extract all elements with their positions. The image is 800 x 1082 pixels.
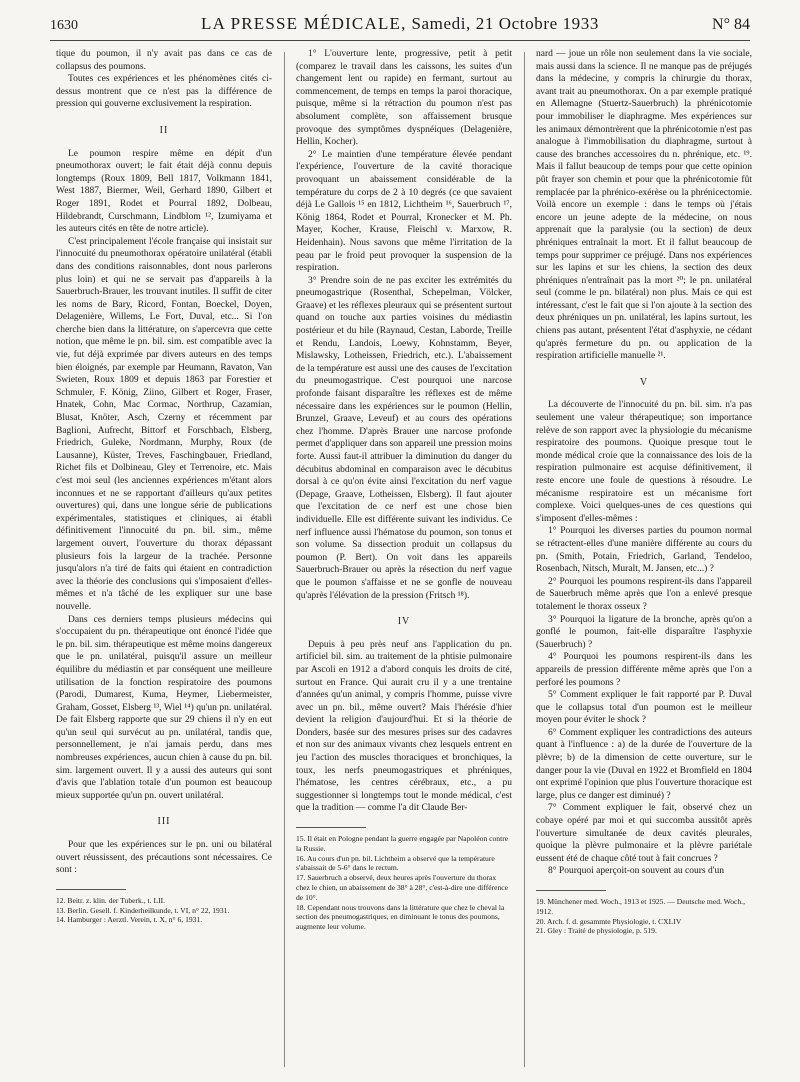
column-divider [284,52,285,1067]
text-column-2 [296,48,512,1074]
paragraph: C'est principalement l'école française qui insistait sur l'innocuité du pneumothorax opératoire unilatéral (établi dans des conditions raisonnables, dont nous parlerons plus loin) et qui ne se servait pas d'appareils à la Sauerbruch-Brauer, les trouvant inutiles. Il suffit de citer les noms de Bary, Ricord, Fontan, Boeckel, Doyen, Delagenière, Willems, Le Fort, Duval, etc... Si l'on cherche bien dans la littérature, on s'apercevra que cette notion, que même le pn. bil. sim. est compatible avec la vie, fut déjà exprimée par divers auteurs en des temps bien éloignés, par exemple par Heumann, Ravaton, Van Swieten, Roux 1809 et depuis 1863 par Forestier et Schmuler, F. König, Ziino, Gilbert et Roger, Fraser, Hnatek, Cohn, Mac Cormac, Northrup, Cazamian, Blusat, Knöter, Asch, Czerny et récemment par Baglioni, Aufrecht, Bittorf et Forschbach, Elsberg, Friedrich, Guleke, Nordmann, Murphy, Roux (de Lausanne), Küster, Treves, Faschingbauer, Friedland, Richet fils et Dolbineau, Gley et Terrenoire, etc. Mais c'est moi seul (les anciennes expériences m'étant alors inconnues et ne se rapportant d'ailleurs qu'aux petites ouvertures) qui, dans une longue série de publications expérimentales, statistiques et cliniques, ai établi définitivement l'innocuité du pn. bil. sim., même largement ouvert, l'ouverture du thorax dépassant plusieurs fois la largeur de la trachée. Personne jusqu'alors n'a tiré de faits qui étaient en contradiction avec la théorie des conclusions qui s'imposaient d'elles-mêmes et n'a tâché de les expliquer sur une base nouvelle. [56,236,272,612]
paragraph: 2° Le maintien d'une température élevée pendant l'expérience, l'ouverture de la cavité thoracique provoquant un abaissement considérable de la température du corps de 2 à 10 degrés (ce que savaient déjà Le Gallois ¹⁵ en 1812, Lichtheim ¹⁶, Sauerbruch ¹⁷, König 1864, Rodet et Pourral, Kronecker et M. Ph. Mayer, Kocher, Krause, Fleischl v. Marxow, R. Heidenhain). Nous savons que même l'irritation de la peau par le froid peut provoquer la suspension de la respiration. [296,149,512,274]
footnote: 15. Il était en Pologne pendant la guerre engagée par Napoléon contre la Russie. [296,834,509,853]
paragraph: nard — joue un rôle non seulement dans la vie sociale, mais aussi dans la science. Il ne manque pas de préjugés dans la médecine, y compris la chirurgie du thorax, avant trait au pneumothorax. On a par exemple pratiqué en Allemagne (Stuertz-Sauerbruch) la phrénicotomie pour immobiliser le diaphragme. Mes expériences sur les animaux démontrèrent que la phrénicotomie n'est pas analogue à l'immobilisation du diaphragme, surtout à cause des branches accessoires du n. phrénique, etc. ¹⁹. Mais il fallut beaucoup de temps pour que cette opinion pût frayer son chemin et pour que la phrénicotomie fût remplacée par la phrénico-exérèse ou la phrénicectomie. Voilà encore un exemple : dans le temps où j'étais encore un jeune adepte de la médecine, on nous apprenait que la paralysie (ou la section) de deux phréniques entraînait la mort. Et il fallut beaucoup de temps pour supprimer ce préjugé. Dans nos expériences sur les lapins et sur les chiens, la section des deux phréniques n'entraînait pas la mort ²⁰; le pn. unilatéral seul (comme le pn. bilatéral) non plus. Mais ce qui est intéressant, c'est le fait que si l'on ajoute à la section des deux phréniques un pn. unilatéral, les lapins surtout, les chiens pas autant, présentent l'état d'asphyxie, ne cédant qu'après fermeture du pn. ou application de la respiration artificielle manuelle ²¹. [536,49,752,362]
page-header [50,10,750,41]
paragraph: 8° Pourquoi aperçoit-on souvent au cours d'un [548,866,724,877]
paragraph: 6° Comment expliquer les contradictions des auteurs quant à l'influence : a) de la durée de l'ouverture de la plèvre; b) de la dimension de cette ouverture, sur le danger pour la vie (Duval en 1922 et Bromfield en 1804 ont exprimé l'opinion que plus l'ouverture thoracique est large, plus ce danger est diminué) ? [536,727,752,801]
column-divider [524,52,525,1067]
paragraph: Le poumon respire même en dépit d'un pneumothorax ouvert; le fait était déjà connu depuis longtemps (Roux 1809, Bell 1817, Volkmann 1841, West 1887, Biermer, Weil, Gerhard 1890, Gilbert et Roger 1891, Rodet et Pourral 1892, Dolbeau, Hildebrandt, Curschmann, Lindblom ¹², Izumiyama et les auteurs cités en tête de notre article). [56,148,272,235]
footnote: 16. Au cours d'un pn. bil. Lichtheim a observé que la température s'abaissait de 5-6° dans le rectum. [296,853,495,873]
paragraph: 7° Comment expliquer le fait, observé chez un cobaye opéré par moi et qui succomba aussitôt après l'ouverture simultanée de deux cavités pleurales, quoique la plèvre pulmonaire et la plèvre pariétale eussent été de chaque côté tout à fait concrues ? [536,803,752,864]
text-column-3 [536,48,752,1074]
paragraph: 1° Pourquoi les diverses parties du poumon normal se rétractent-elles d'une manière différente au cours du pn. (Smith, Potain, Friedrich, Garland, Tendeloo, Rosenbach, Nitsch, Muralt, M. Jansen, etc...) ? [536,526,752,575]
paragraph: 1° L'ouverture lente, progressive, petit à petit (comparez le travail dans les caissons, les suites d'un changement lent ou rapide) en fermant, surtout au commencement, de temps en temps la paroi thoracique, puisque, même si la rétraction du poumon n'est pas absolument complète, son affaissement brusque provoque des symptômes dyspnéiques (Delagenière, Hellin, Kocher). [296,49,512,148]
footnote: 18. Cependant nous trouvons dans la littérature que chez le cheval la section des pneumogastriques, en diminuant le tonus des poumons, augmente leur volume. [296,902,505,932]
journal-title: LA PRESSE MÉDICALE, [201,14,407,33]
section-heading: III [157,816,171,828]
paragraph: 3° Pourquoi la ligature de la bronche, après qu'on a gonflé le poumon, fait-elle disparaître l'asphyxie (Sauerbruch) ? [536,614,752,650]
footnotes [296,827,512,932]
footnote-rule [536,890,606,891]
footnote: 12. Beitr. z. klin. der Tuberk., t. LII. [56,895,166,905]
section-heading: II [159,124,169,136]
paragraph: 5° Comment expliquer le fait rapporté par P. Duval que le collapsus total d'un poumon est le meilleur moyen pour éviter le shock ? [536,690,752,726]
paragraph: Toutes ces expériences et les phénomènes cités ci-dessus montrent que ce n'est pas la différence de pression qui gouverne exclusivement la respiration. [56,74,272,110]
footnote-rule [56,889,126,890]
footnote: 13. Berlin. Gesell. f. Kinderheilkunde, t. VI, n° 22, 1931. [56,905,230,915]
issue-number: N° 84 [712,16,750,33]
paragraph: 3° Prendre soin de ne pas exciter les extrémités du pneumogastrique (Rosenthal, Schepelman, Völcker, Graave) et les réflexes pleuraux qui se présentent surtout quand on touche aux parties voisines du médiastin postérieur et du hile (Raynaud, Cestan, Laborde, Treille et Rendu, Landois, Loewy, Kohnstamm, Beyer, Mislawsky, Lotheissen, Friedrich, etc.). L'abaissement de la température est aussi une des causes de l'excitation du pneumogastrique. C'est pourquoi une narcose profonde faisant disparaître les réflexes est de même nécessaire dans les expériences sur le poumon (Hellin, Brunzel, Graave, Leveuf) et au cours des opérations chez l'homme. D'après Brauer une narcose profonde permet d'appliquer dans son appareil une pression moins forte. Aussi faut-il attribuer la diminution du danger du décubitus abdominal en comparaison avec le décubitus dorsal à ce qu'on évite ainsi l'excitation du nerf vague (Depage, Graave, Lotheissen, Elsberg). Il faut ajouter que l'excitation de ce nerf est une chose bien individuelle. Elle est différente suivant les individus. Ce nerf influence aussi l'hématose du poumon, son tonus et son volume. Sa dissection produit un collapsus du poumon (P. Bert). On voit dans les appareils Sauerbruch-Brauer ou après la résection du nerf vague que le poumon s'affaisse et ne se gonfle de nouveau qu'après l'élévation de la pression (Fritsch ¹⁸). [296,275,512,601]
paragraph: 2° Pourquoi les poumons respirent-ils dans l'appareil de Sauerbruch même après que l'on a enlevé presque totalement le thorax osseux ? [536,576,752,612]
footnotes [536,890,752,936]
paragraph: Pour que les expériences sur le pn. uni ou bilatéral ouvert réussissent, des précautions sont nécessaires. Ce sont : [56,840,272,876]
footnotes [56,889,272,925]
paragraph: 4° Pourquoi les poumons respirent-ils dans les appareils de pression différente même après que l'on a perforé les poumons ? [536,652,752,688]
paragraph: Depuis à peu près neuf ans l'application du pn. artificiel bil. sim. au traitement de la phtisie pulmonaire par Ascoli en 1912 a d'abord conquis les droits de cité, surtout en France. Qui aurait cru il y a une trentaine d'années qu'un animal, y compris l'homme, puisse vivre avec un pn. bil., même ouvert? Mais l'hérésie d'hier devient la religion d'aujourd'hui. Et si la théorie de Donders, basée sur des mesures prises sur des cadavres et non sur des animaux vivants chez lesquels entrent en jeu l'action des muscles thoraciques et bronchiques, la toux, les nerfs pneumogastriques et phréniques, l'hématose, les centres cérébraux, etc., a pu suggestionner si longtemps tout le monde médical, c'est que la tradition — comme l'a dit Claude Ber- [296,639,512,814]
issue-date: Samedi, 21 Octobre 1933 [411,14,599,33]
footnote-rule [296,827,366,828]
footnote: 19. Münchener med. Woch., 1913 et 1925. — Deutsche med. Woch., 1912. [536,897,745,916]
page-number: 1630 [50,18,78,33]
paragraph: Dans ces derniers temps plusieurs médecins qui s'occupaient du pn. thérapeutique ont énoncé l'idée que le pn. bil. sim. thérapeutique est même moins dangereux que le pn. unilatéral, puisqu'il assure un meilleur équilibre du médiastin et par conséquent une meilleure utilisation de la fonction respiratoire des poumons (Parodi, Dumarest, Kuma, Heymer, Liebermeister, Graham, Gosset, Elsberg ¹³, Wiel ¹⁴) qu'un pn. unilatéral. De fait Elsberg rapporte que sur 29 chiens il n'y en eut qu'un seul qui survécut au pn. unilatéral, tandis que, personnellement, je n'ai jamais perdu, dans mes nombreuses expériences, aucun chien à cause du pn. bil. sim. largement ouvert. Il y a aussi des auteurs qui sont d'avis que l'ablation totale d'un poumon est beaucoup mieux supportée qu'un pn. ouvert unilatéral. [56,614,272,801]
section-heading: V [639,376,649,388]
footnote: 20. Arch. f. d. gesammte Physiologie, t. CXLIV [536,916,682,926]
running-title [50,14,750,34]
paragraph: La découverte de l'innocuité du pn. bil. sim. n'a pas seulement une valeur thérapeutique; son importance relève de son rapport avec la physiologie du mécanisme respiratoire des poumons. Quoique presque tout le monde médical croie que la connaissance des lois de la respiration pulmonaire est acquise définitivement, il reste encore une foule de questions à résoudre. Le mécanisme respiratoire est un mécanisme fort complexe. Voici quelques-unes de ces questions qui s'imposent d'elles-mêmes : [536,400,752,524]
paragraph: tique du poumon, il n'y avait pas dans ce cas de collapsus des poumons. [56,49,272,72]
footnote: 17. Sauerbruch a observé, deux heures après l'ouverture du thorax chez le chien, un abaissement de 38° à 28°, c'est-à-dire une différence de 10°. [296,873,509,902]
footnote: 14. Hamburger : Aerztl. Verein, t. X, n° 6, 1931. [56,915,203,925]
footnote: 21. Gley : Traité de physiologie, p. 519. [536,926,657,936]
text-column-1 [56,48,272,1074]
section-heading: IV [397,616,411,628]
